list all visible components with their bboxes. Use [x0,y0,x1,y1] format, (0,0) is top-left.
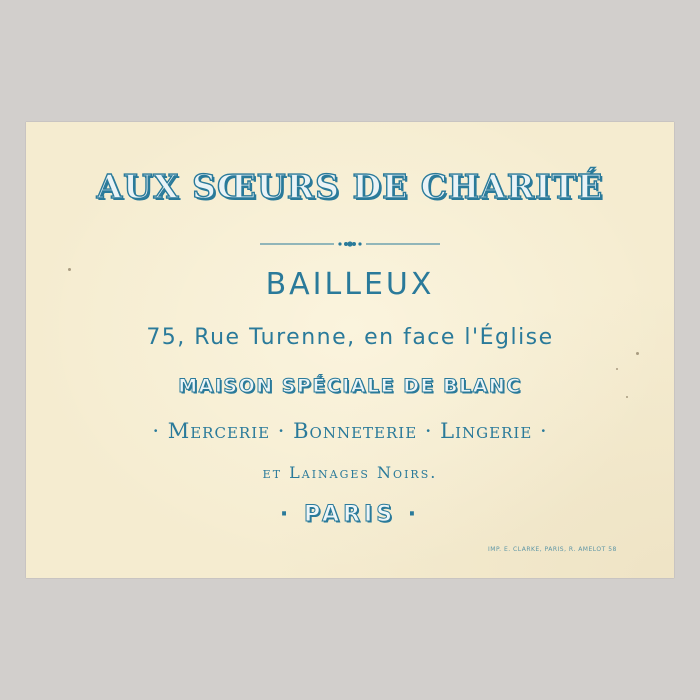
goods-line [26,421,674,442]
city-dot-left: · [279,502,293,527]
goods-line-2 [26,465,674,481]
card-title: AUX SŒURS DE CHARITÉ [96,167,604,206]
paper-speck [626,396,628,398]
goods-text-2: et Lainages Noirs. [262,463,438,482]
paper-speck [68,268,71,271]
city-dot-right: · [407,502,421,527]
trade-card [26,122,674,578]
city-line [26,504,674,526]
city-name: PARIS [303,502,397,527]
printer-imprint: IMP. E. CLARKE, PARIS, R. AMELOT 58 [488,546,617,553]
paper-speck [636,352,639,355]
paper-speck [616,368,618,370]
goods-text: · Mercerie · Bonneterie · Lingerie · [152,419,548,443]
specialty-line: MAISON SPÉCIALE DE BLANC [178,375,522,397]
merchant-address: 75, Rue Turenne, en face l'Église [146,325,554,350]
ornamental-divider [260,240,440,248]
merchant-name: BAILLEUX [265,267,435,302]
